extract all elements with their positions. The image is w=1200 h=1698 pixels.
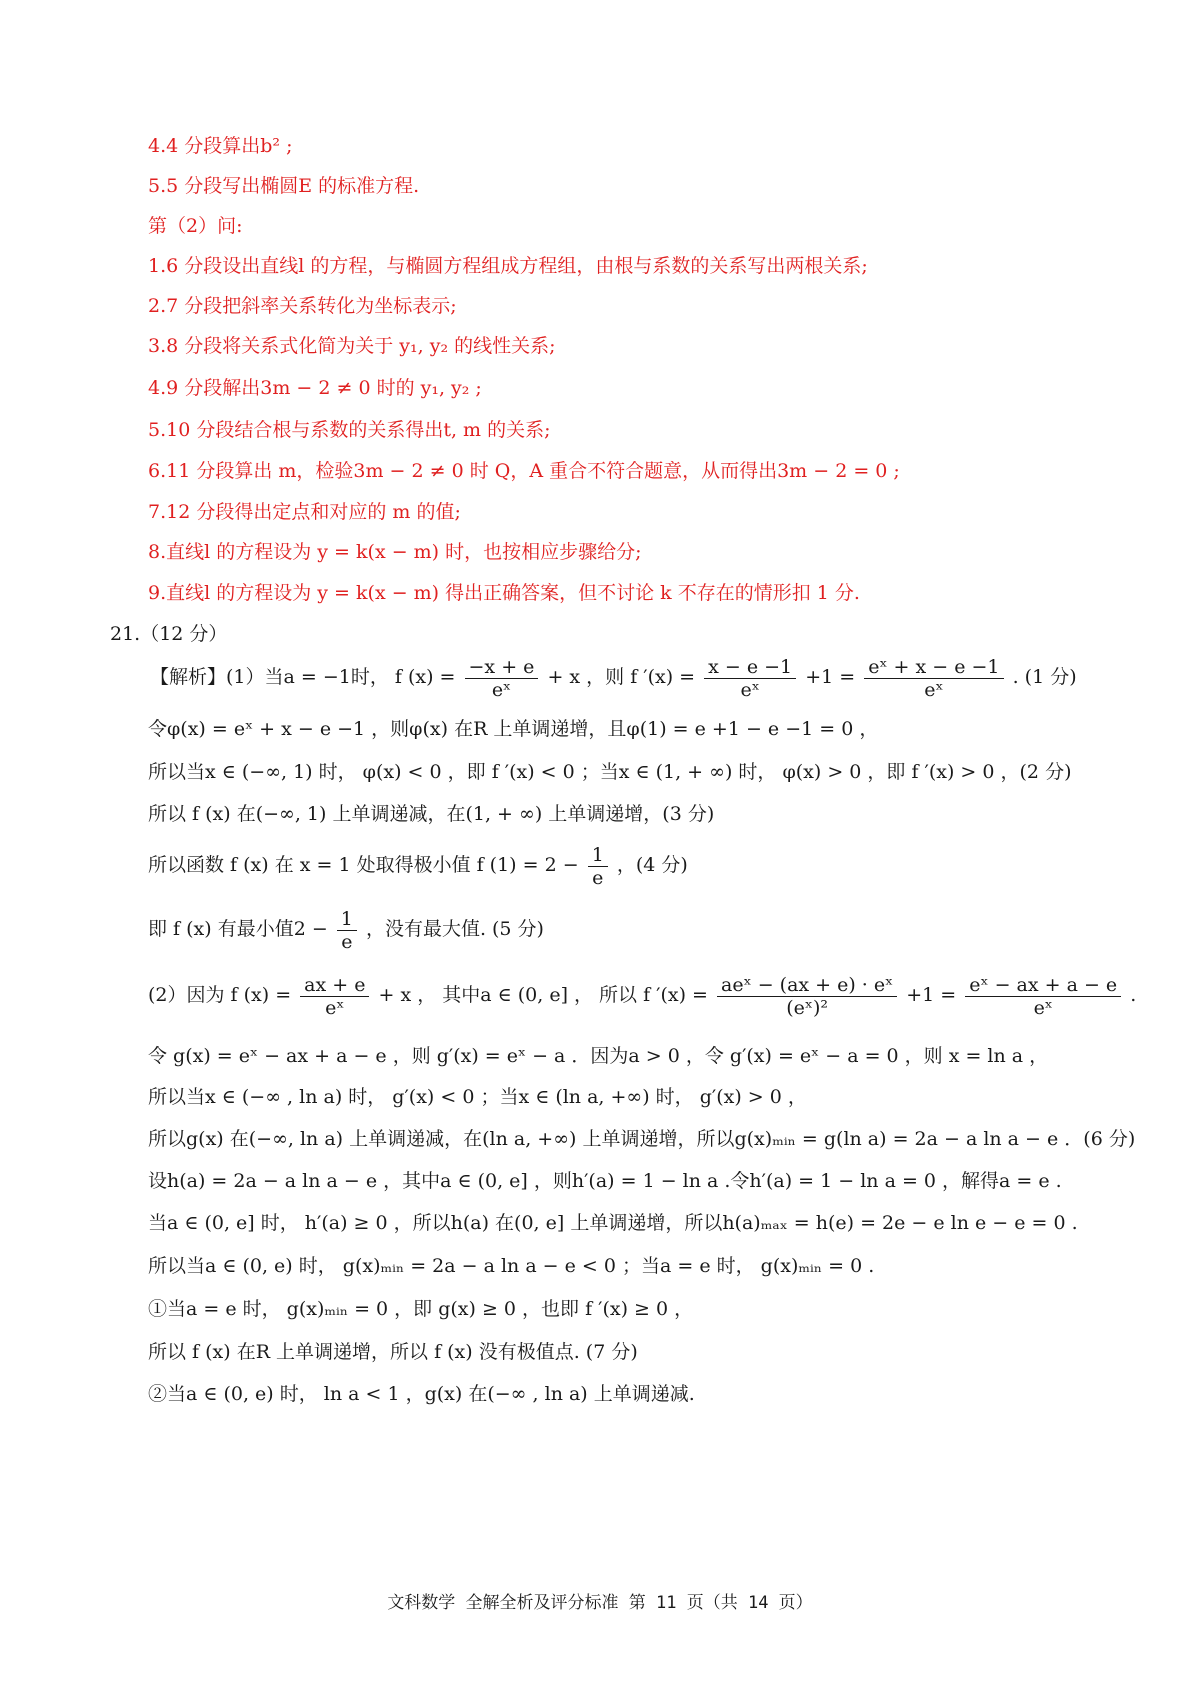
frac-den: eˣ xyxy=(740,678,760,701)
text-line: ①当a = e 时， g(x)ₘᵢₙ = 0 ，即 g(x) ≥ 0 ，也即 f ′(x) ≥ 0 ， xyxy=(148,1298,694,1320)
text-fragment: ，(4 分) xyxy=(616,854,688,876)
frac-den: eˣ xyxy=(1033,996,1053,1019)
text-fragment: +1 = xyxy=(906,984,957,1006)
red-line: 9.直线l 的方程设为 y = k(x − m) 得出正确答案，但不讨论 k 不存在的情形扣 1 分. xyxy=(148,582,860,604)
frac-den: (eˣ)² xyxy=(786,996,828,1019)
text-line: 所以 f (x) 在R 上单调递增，所以 f (x) 没有极值点. (7 分) xyxy=(148,1341,638,1363)
text-line: 所以g(x) 在(−∞, ln a) 上单调递减，在(ln a, +∞) 上单调递增，所以g(x)ₘᵢₙ = g(ln a) = 2a − a ln a − e ．(6 分) xyxy=(148,1128,1136,1150)
frac-num: −x + e xyxy=(465,656,539,679)
text-line: 当a ∈ (0, e] 时， h′(a) ≥ 0 ，所以h(a) 在(0, e] 上单调递增，所以h(a)ₘₐₓ = h(e) = 2e − e ln e − e = 0 . xyxy=(148,1212,1078,1234)
red-line: 4.4 分段算出b² ; xyxy=(148,135,293,157)
red-line: 2.7 分段把斜率关系转化为坐标表示; xyxy=(148,295,457,317)
text-line: 所以当x ∈ (−∞, 1) 时， φ(x) < 0 ，即 f ′(x) < 0 ；当x ∈ (1, + ∞) 时， φ(x) > 0 ，即 f ′(x) > 0 ，(2 分) xyxy=(148,761,1072,783)
red-line: 第（2）问: xyxy=(148,215,243,237)
text-line: 所以当a ∈ (0, e) 时， g(x)ₘᵢₙ = 2a − a ln a − e < 0 ；当a = e 时， g(x)ₘᵢₙ = 0 . xyxy=(148,1255,875,1277)
text-line: 所以 f (x) 在(−∞, 1) 上单调递减，在(1, + ∞) 上单调递增，(3 分) xyxy=(148,803,715,825)
fraction xyxy=(337,908,357,953)
part1-fx: f (x) = xyxy=(394,666,456,688)
minimum-value-line-2 xyxy=(148,902,1140,956)
part1-plus-one: +1 = xyxy=(805,666,856,688)
frac-num: eˣ − ax + a − e xyxy=(965,974,1121,997)
fraction xyxy=(704,656,796,701)
text-fragment: (2）因为 f (x) = xyxy=(148,984,292,1006)
frac-num: aeˣ − (ax + e) · eˣ xyxy=(717,974,897,997)
frac-num: ax + e xyxy=(300,974,369,997)
text-line: 所以当x ∈ (−∞ , ln a) 时， g′(x) < 0 ；当x ∈ (ln a, +∞) 时， g′(x) > 0 ， xyxy=(148,1086,807,1108)
fraction xyxy=(965,974,1121,1019)
red-line: 1.6 分段设出直线l 的方程，与椭圆方程组成方程组，由根与系数的关系写出两根关系; xyxy=(148,255,868,277)
fraction xyxy=(864,656,1003,701)
text-line: 设h(a) = 2a − a ln a − e ，其中a ∈ (0, e] ，则h′(a) = 1 − ln a .令h′(a) = 1 − ln a = 0 ，解得a = e . xyxy=(148,1170,1062,1192)
frac-den: eˣ xyxy=(325,996,345,1019)
question-number: 21.（12 分） xyxy=(110,623,228,645)
red-line: 6.11 分段算出 m，检验3m − 2 ≠ 0 时 Q，A 重合不符合题意，从而得出3m − 2 = 0 ; xyxy=(148,460,900,482)
red-line: 5.10 分段结合根与系数的关系得出t, m 的关系; xyxy=(148,419,551,441)
frac-den: eˣ xyxy=(924,678,944,701)
fraction xyxy=(717,974,897,1019)
fraction xyxy=(588,844,608,889)
part2-derivative-line xyxy=(148,968,1140,1022)
part1-derivative-line xyxy=(150,650,1140,704)
text-fragment: ，没有最大值. (5 分) xyxy=(365,918,544,940)
text-line: 令φ(x) = eˣ + x − e −1 ，则φ(x) 在R 上单调递增，且φ(1) = e +1 − e −1 = 0 ， xyxy=(148,718,879,740)
text-fragment: 即 f (x) 有最小值2 − xyxy=(148,918,328,940)
frac-den: e xyxy=(341,930,353,953)
red-line: 5.5 分段写出椭圆E 的标准方程. xyxy=(148,175,420,197)
text-fragment: + x ， 其中a ∈ (0, e] ， 所以 f ′(x) = xyxy=(378,984,708,1006)
part1-plus-x: + x ，则 f ′(x) = xyxy=(547,666,696,688)
minimum-value-line xyxy=(148,838,1140,892)
fraction xyxy=(300,974,369,1019)
red-line: 4.9 分段解出3m − 2 ≠ 0 时的 y₁, y₂ ; xyxy=(148,377,482,399)
text-line: ②当a ∈ (0, e) 时， ln a < 1 ，g(x) 在(−∞ , ln a) 上单调递减. xyxy=(148,1383,695,1405)
text-line: 令 g(x) = eˣ − ax + a − e ，则 g′(x) = eˣ − a ．因为a > 0 ，令 g′(x) = eˣ − a = 0 ，则 x = ln a ， xyxy=(148,1045,1049,1067)
frac-num: x − e −1 xyxy=(704,656,796,679)
text-fragment: 所以函数 f (x) 在 x = 1 处取得极小值 f (1) = 2 − xyxy=(148,854,579,876)
frac-num: 1 xyxy=(588,844,608,867)
text-fragment: . xyxy=(1130,984,1137,1006)
fraction xyxy=(465,656,539,701)
frac-num: eˣ + x − e −1 xyxy=(864,656,1003,679)
frac-num: 1 xyxy=(337,908,357,931)
score-label: . (1 分) xyxy=(1012,666,1077,688)
frac-den: eˣ xyxy=(491,678,512,701)
red-line: 7.12 分段得出定点和对应的 m 的值; xyxy=(148,501,461,523)
red-line: 3.8 分段将关系式化简为关于 y₁, y₂ 的线性关系; xyxy=(148,335,556,357)
red-line: 8.直线l 的方程设为 y = k(x − m) 时，也按相应步骤给分; xyxy=(148,541,642,563)
page-footer: 文科数学 全解全析及评分标准 第 11 页（共 14 页） xyxy=(387,1593,813,1613)
frac-den: e xyxy=(592,866,604,889)
part1-intro: 【解析】(1）当a = −1时， xyxy=(150,666,389,688)
